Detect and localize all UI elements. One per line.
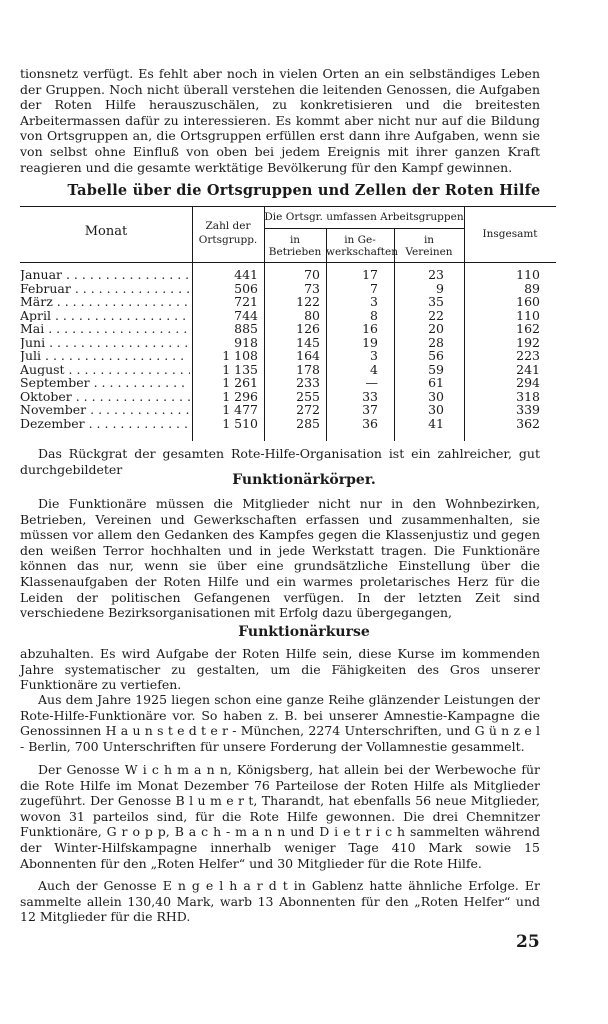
row-insgesamt: 110 [516,307,540,323]
row-insgesamt: 160 [516,294,540,309]
row-gewerkschaften: 16 [362,321,378,336]
header-gewerkschaften-1: in Ge- [344,234,376,246]
row-betrieben: 80 [304,307,320,323]
row-insgesamt: 339 [516,402,540,417]
header-betrieben-2: Betrieben [268,246,322,258]
row-ortsgruppen: 1 108 [222,348,258,363]
row-ortsgruppen: 441 [234,267,258,282]
row-betrieben: 145 [296,334,320,350]
section2-paragraph-1: abzuhalten. Es wird Aufgabe der Roten Hilfe sein, diese Kurse im kommenden Jahre systematischer zu gestalten, um die Fähigkeiten des Gros unserer Funktionäre zu vertiefen. [20,646,540,693]
row-month: Mai . . . [20,322,190,335]
header-count-1: Zahl der [205,220,251,232]
row-month: Juli . . . [20,349,190,362]
row-gewerkschaften: — [365,375,378,390]
table-row [20,376,556,389]
row-month: Dezember . . . [20,417,190,430]
row-betrieben: 233 [296,375,320,390]
row-vereinen: 23 [428,267,444,282]
ortsgruppen-table [20,206,556,441]
row-vereinen: 56 [428,348,444,363]
row-gewerkschaften: 3 [370,348,378,363]
intro-paragraph: tionsnetz verfügt. Es fehlt aber noch in vielen Orten an ein selbständiges Leben der Gruppen. Noch nicht überall verstehen die leitenden Genossen, die Aufgaben der Roten Hilfe herauszuschälen, zu konkretisieren und die breitesten Arbeitermassen dafür zu interessieren. Es kommt aber nicht nur auf die Bildung von Ortsgruppen an, die Ortsgruppen erfüllen erst dann ihre Aufgaben, wenn sie von selbst ohne Einfluß von oben bei jedem Ereignis mit ihrer ganzen Kraft reagieren und die gesamte werktätige Bevölkerung für den Kampf gewinnen. [20,66,540,175]
table-row [20,417,556,430]
row-betrieben: 178 [296,361,320,377]
row-ortsgruppen: 1 477 [222,402,258,417]
header-group: Die Ortsgr. umfassen Arbeitsgruppen [264,211,464,223]
header-month: Monat [84,224,128,239]
table-row [20,295,556,308]
row-insgesamt: 192 [516,334,540,350]
row-insgesamt: 89 [524,280,540,296]
table-row [20,322,556,335]
row-insgesamt: 110 [516,267,540,282]
row-vereinen: 30 [428,388,444,404]
row-month: Januar . . . [20,268,190,281]
header-vereinen-2: Vereinen [405,246,453,258]
header-total: Insgesamt [482,228,538,240]
row-vereinen: 30 [428,402,444,417]
row-ortsgruppen: 721 [234,294,258,309]
row-ortsgruppen: 918 [234,334,258,350]
header-vereinen-1: in [423,234,435,246]
row-betrieben: 285 [296,415,320,431]
row-insgesamt: 162 [516,321,540,336]
row-month: September . . . [20,376,190,389]
row-insgesamt: 223 [516,348,540,363]
section2-paragraph-2: Aus dem Jahre 1925 liegen schon eine ganze Reihe glänzender Leistungen der Rote-Hilfe-Funktionäre vor. So haben z. B. bei unserer Amnestie-Kampagne die Genossinnen H a u n s t e d t e r - München, 2274 Unterschriften, und G ü n z e l - Berlin, 700 Unterschriften für unsere Forderung der Vollamnestie gesammelt. [20,692,540,754]
row-vereinen: 61 [428,375,444,390]
row-gewerkschaften: 19 [362,334,378,350]
row-betrieben: 164 [296,348,320,363]
row-betrieben: 255 [296,388,320,404]
section2-paragraph-4: Auch der Genosse E n g e l h a r d t in Gablenz hatte ähnliche Erfolge. Er sammelte allein 130,40 Mark, warb 13 Abonnenten für den „Roten Helfer“ und 12 Mitglieder für die RHD. [20,878,540,925]
table-row [20,268,556,281]
table-title: Tabelle über die Ortsgruppen und Zellen der Roten Hilfe [67,182,541,199]
table-row [20,403,556,416]
header-count-2: Ortsgrupp. [198,234,258,246]
section-heading-funktionaerkurse: Funktionärkurse [238,624,370,640]
row-gewerkschaften: 7 [370,280,378,296]
table-row [20,363,556,376]
row-betrieben: 272 [296,402,320,417]
row-gewerkschaften: 37 [362,402,378,417]
row-ortsgruppen: 1 261 [222,375,258,390]
header-betrieben-1: in [289,234,301,246]
row-gewerkschaften: 36 [362,415,378,431]
table-row [20,282,556,295]
row-month: August . . . [20,363,190,376]
row-month: März . . . [20,295,190,308]
row-insgesamt: 318 [516,388,540,404]
row-month: November . . . [20,403,190,416]
table-row [20,309,556,322]
section-heading-funktionaerkoerper: Funktionärkörper. [232,472,376,488]
row-ortsgruppen: 1 510 [222,415,258,431]
row-betrieben: 126 [296,321,320,336]
row-vereinen: 20 [428,321,444,336]
row-gewerkschaften: 3 [370,294,378,309]
section2-paragraph-3: Der Genosse W i c h m a n n, Königsberg, hat allein bei der Werbewoche für die Rote Hilfe im Monat Dezember 76 Parteilose der Roten Hilfe als Mitglieder zugeführt. Der Genosse B l u m e r t, Tharandt, hat ebenfalls 56 neue Mitglieder, wovon 31 parteilos sind, für die Rote Hilfe gewonnen. Die drei Chemnitzer Funktionäre, G r o p p, B a c h - m a n n und D i e t r i c h sammelten während der Winter-Hilfskampagne innerhalb weniger Tage 410 Mark sowie 15 Abonnenten für den „Roten Helfer“ und 30 Mitglieder für die Rote Hilfe. [20,762,540,871]
row-insgesamt: 294 [516,375,540,390]
row-betrieben: 73 [304,280,320,296]
row-month: April . . . [20,309,190,322]
row-gewerkschaften: 33 [362,388,378,404]
row-vereinen: 35 [428,294,444,309]
after-table-paragraph: Das Rückgrat der gesamten Rote-Hilfe-Organisation ist ein zahlreicher, gut durchgebildeter [20,446,540,477]
header-gewerkschaften-2: werkschaften [326,246,398,258]
row-gewerkschaften: 17 [362,267,378,282]
row-betrieben: 122 [296,294,320,309]
row-vereinen: 9 [436,280,444,296]
row-vereinen: 22 [428,307,444,323]
row-betrieben: 70 [304,267,320,282]
table-row [20,390,556,403]
row-ortsgruppen: 1 135 [222,361,258,377]
row-vereinen: 28 [428,334,444,350]
row-ortsgruppen: 1 296 [222,388,258,404]
row-month: Oktober . . . [20,390,190,403]
section1-paragraph: Die Funktionäre müssen die Mitglieder nicht nur in den Wohnbezirken, Betrieben, Vereinen und Gewerkschaften erfassen und zusammenhalten, sie müssen vor allem den Gedanken des Kampfes gegen die Klassenjustiz und gegen den weißen Terror hochhalten und in jede Werkstatt tragen. Die Funktionäre können das nur, wenn sie über eine grundsätzliche Einstellung über die Klassenaufgaben der Roten Hilfe und ein warmes proletarisches Herz für die Leiden der politischen Gefangenen verfügen. In der letzten Zeit sind verschiedene Bezirksorganisationen mit Erfolg dazu übergegangen, [20,496,540,621]
row-ortsgruppen: 885 [234,321,258,336]
row-insgesamt: 241 [516,361,540,377]
row-ortsgruppen: 744 [234,307,258,323]
row-vereinen: 41 [428,415,444,431]
row-gewerkschaften: 4 [370,361,378,377]
row-ortsgruppen: 506 [234,280,258,296]
row-gewerkschaften: 8 [370,307,378,323]
page-number: 25 [516,932,540,952]
row-month: Februar . . . [20,282,190,295]
row-insgesamt: 362 [516,415,540,431]
table-row [20,336,556,349]
row-month: Juni . . . [20,336,190,349]
table-row [20,349,556,362]
row-vereinen: 59 [428,361,444,377]
